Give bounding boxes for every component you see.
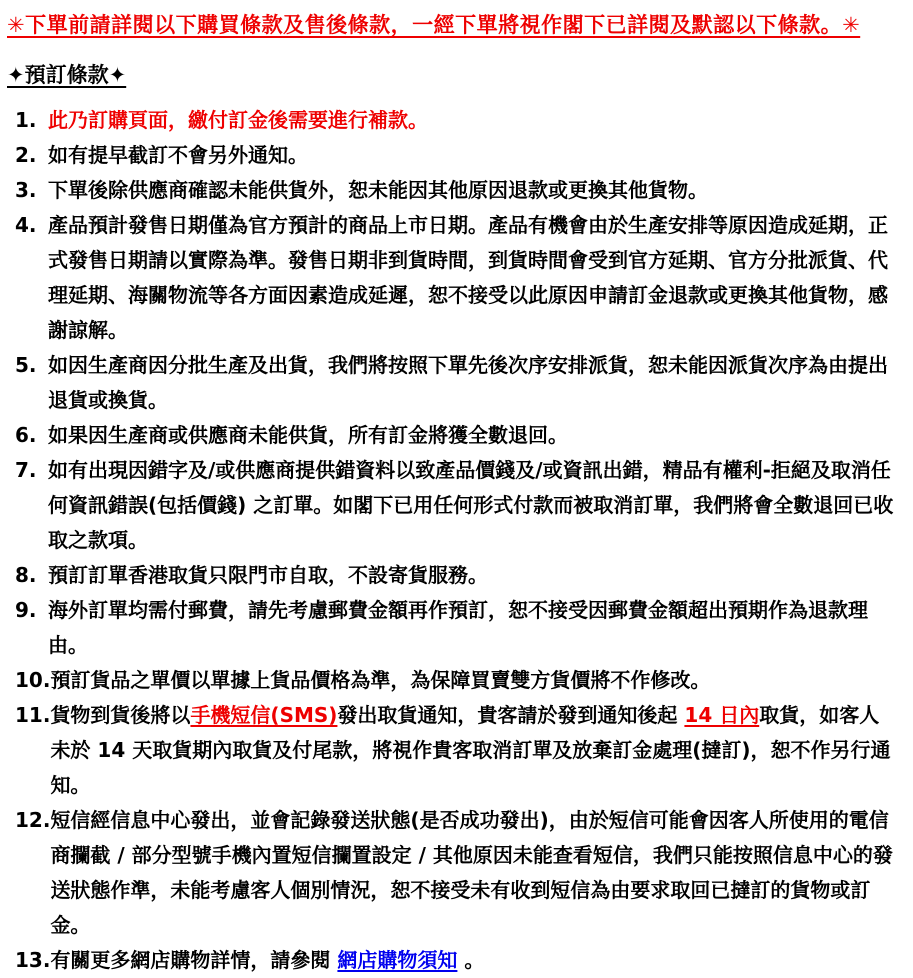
terms-list: [7, 103, 897, 978]
term-text-segment: 發出取貨通知，貴客請於發到通知後起: [337, 703, 685, 727]
term-number: 4.: [15, 213, 37, 237]
term-number: 6.: [15, 423, 37, 447]
term-text: 如果因生產商或供應商未能供貨，所有訂金將獲全數退回。: [48, 423, 568, 447]
term-text: 如有出現因錯字及/或供應商提供錯資料以致產品價錢及/或資訊出錯，精品有權利-拒絕及取消任何資訊錯誤(包括價錢) 之訂單。如閣下已用任何形式付款而被取消訂單，我們將會全數退回已收取之款項。: [48, 458, 894, 552]
term-item: [7, 558, 897, 593]
term-text: [50, 943, 897, 978]
term-number: 13.: [15, 948, 51, 972]
term-number: 7.: [15, 458, 37, 482]
term-number: 5.: [15, 353, 37, 377]
term-text-segment: 取貨，如客人未於 14 天取貨期內取貨及付尾款，將視作貴客取消訂單及放棄訂金處理(撻訂)，恕不作另行通知。: [50, 703, 891, 797]
term-text: 此乃訂購頁面，繳付訂金後需要進行補款。: [48, 108, 428, 132]
term-number: 8.: [15, 563, 37, 587]
term-item: [7, 208, 897, 348]
term-text: 下單後除供應商確認未能供貨外，恕未能因其他原因退款或更換其他貨物。: [48, 178, 708, 202]
term-text: 海外訂單均需付郵費，請先考慮郵費金額再作預訂，恕不接受因郵費金額超出預期作為退款理由。: [48, 598, 868, 657]
term-number: 9.: [15, 598, 37, 622]
term-number: 3.: [15, 178, 37, 202]
term-text-segment: 貨物到貨後將以: [50, 703, 191, 727]
term-text: 短信經信息中心發出，並會記錄發送狀態(是否成功發出)，由於短信可能會因客人所使用的電信商攔截 / 部分型號手機內置短信攔置設定 / 其他原因未能查看短信，我們只能按照信息中心的發送狀態作準，未能考慮客人個別情況，恕不接受未有收到短信為由要求取回已撻訂的貨物或訂金。: [50, 808, 893, 937]
section-heading-row: [7, 60, 897, 90]
pickup-deadline-highlight: 14 日內: [684, 703, 760, 727]
term-item: [7, 453, 897, 558]
term-item: [7, 418, 897, 453]
section-heading: ✦預訂條款✦: [7, 63, 127, 87]
term-number: 2.: [15, 143, 37, 167]
notice-banner: [7, 10, 897, 40]
term-text: 如因生產商因分批生產及出貨，我們將按照下單先後次序安排派貨，恕未能因派貨次序為由提出退貨或換貨。: [48, 353, 888, 412]
term-text: 如有提早截訂不會另外通知。: [48, 143, 308, 167]
term-text-segment: 有關更多網店購物詳情，請參閱: [50, 948, 338, 972]
term-item: [7, 103, 897, 138]
term-text: [50, 698, 897, 803]
term-item: [7, 698, 897, 803]
term-item: [7, 138, 897, 173]
term-item: [7, 348, 897, 418]
store-shopping-guide-link[interactable]: 網店購物須知: [337, 948, 458, 972]
term-number: 10.: [15, 668, 51, 692]
term-number: 1.: [15, 108, 37, 132]
term-item: [7, 803, 897, 943]
term-text: 預訂貨品之單價以單據上貨品價格為準，為保障買賣雙方貨價將不作修改。: [50, 668, 711, 692]
term-number: 11.: [15, 703, 51, 727]
term-item: [7, 943, 897, 978]
term-text-segment: 。: [457, 948, 485, 972]
term-item: [7, 663, 897, 698]
term-text: 產品預計發售日期僅為官方預計的商品上市日期。產品有機會由於生產安排等原因造成延期，正式發售日期請以實際為準。發售日期非到貨時間，到貨時間會受到官方延期、官方分批派貨、代理延期、海關物流等各方面因素造成延遲，恕不接受以此原因申請訂金退款或更換其他貨物，感謝諒解。: [48, 213, 888, 342]
sms-notice-highlight: 手機短信(SMS): [190, 703, 338, 727]
term-text: 預訂訂單香港取貨只限門市自取，不設寄貨服務。: [48, 563, 488, 587]
term-item: [7, 593, 897, 663]
term-item: [7, 173, 897, 208]
term-number: 12.: [15, 808, 51, 832]
notice-banner-text: ✳下單前請詳閱以下購買條款及售後條款，一經下單將視作閣下已詳閱及默認以下條款。✳: [7, 13, 861, 37]
